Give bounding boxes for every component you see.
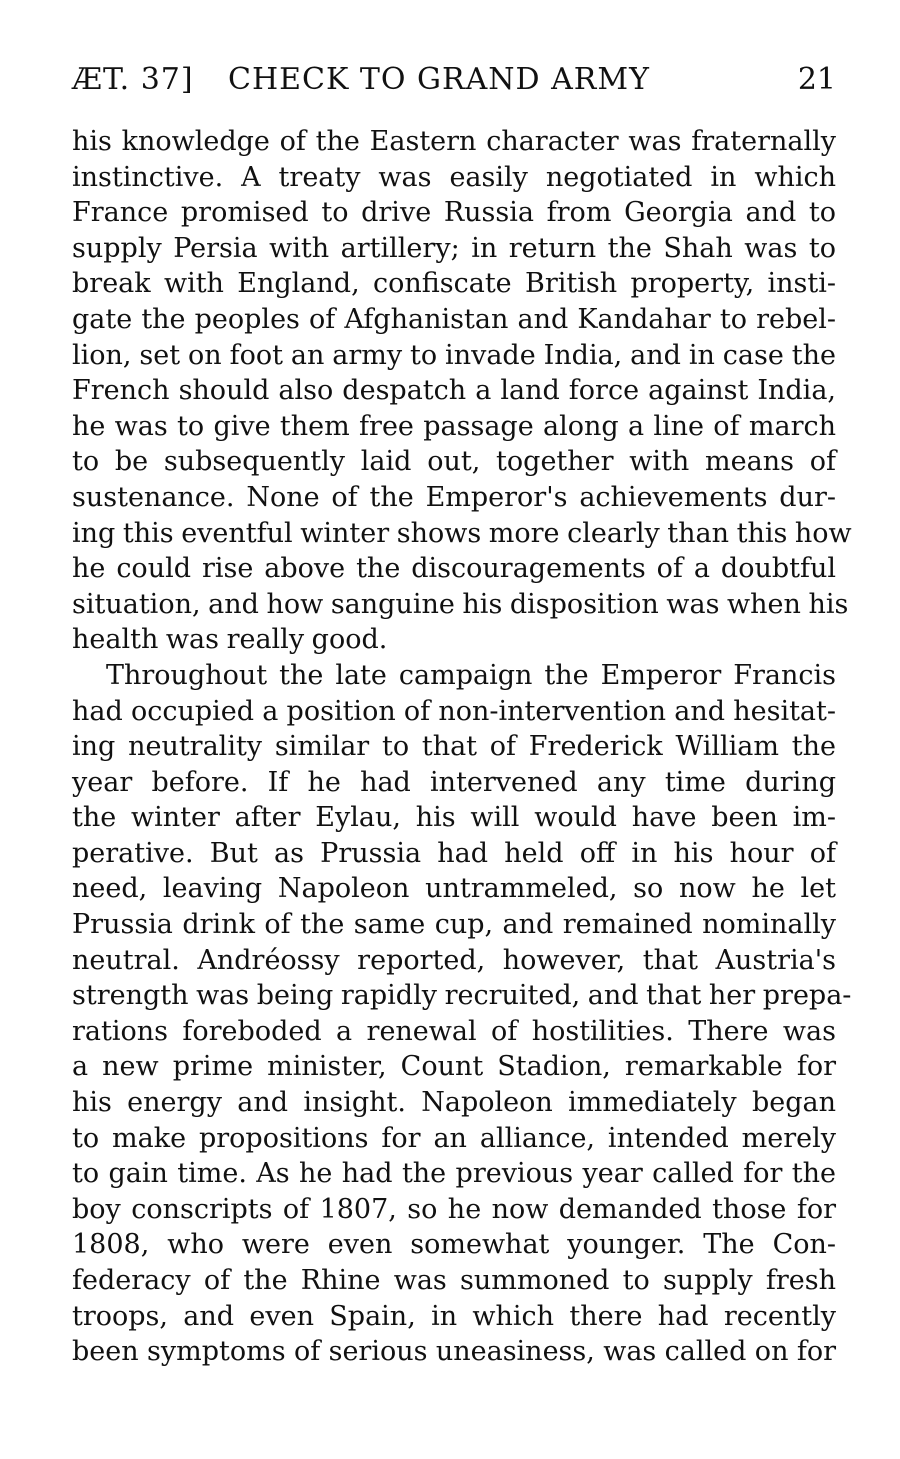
text-line: ing neutrality similar to that of Frederick William the: [72, 731, 836, 763]
text-line: Throughout the late campaign the Emperor Francis: [106, 659, 836, 691]
text-line: need, leaving Napoleon untrammeled, so now he let: [72, 873, 836, 905]
text-line: gate the peoples of Afghanistan and Kandahar to rebel-: [72, 303, 836, 335]
text-line: he could rise above the discouragements of a doubtful: [72, 553, 836, 585]
text-line: lion, set on foot an army to invade India, and in case the: [72, 339, 836, 371]
running-head: [72, 58, 836, 102]
text-line: his energy and insight. Napoleon immediately began: [72, 1087, 836, 1119]
text-line: French should also despatch a land force against India,: [72, 375, 836, 407]
text-line: strength was being rapidly recruited, and that her prepa-: [72, 980, 852, 1012]
text-line: a new prime minister, Count Stadion, remarkable for: [72, 1051, 836, 1083]
text-line: year before. If he had intervened any time during: [72, 766, 836, 798]
text-line: been symptoms of serious uneasiness, was called on for: [72, 1336, 836, 1368]
text-line: sustenance. None of the Emperor's achievements dur-: [72, 481, 836, 513]
text-line: supply Persia with artillery; in return the Shah was to: [72, 232, 836, 264]
text-line: Prussia drink of the same cup, and remained nominally: [72, 909, 836, 941]
text-line: he was to give them free passage along a line of march: [72, 410, 836, 442]
text-line: to gain time. As he had the previous year called for the: [72, 1158, 836, 1190]
running-head-title: CHECK TO GRAND ARMY: [228, 62, 650, 97]
text-line: had occupied a position of non-intervention and hesitat-: [72, 695, 836, 727]
text-line: health was really good.: [72, 624, 388, 656]
text-line: to make propositions for an alliance, intended merely: [72, 1122, 836, 1154]
paragraph-2: [72, 658, 852, 1370]
running-head-age: ÆT. 37]: [72, 62, 194, 97]
text-line: his knowledge of the Eastern character was fraternally: [72, 126, 836, 157]
text-line: 1808, who were even somewhat younger. The Con-: [72, 1229, 836, 1261]
paragraph-1: [72, 124, 852, 658]
text-line: federacy of the Rhine was summoned to supply fresh: [72, 1265, 836, 1296]
text-line: to be subsequently laid out, together with means of: [72, 446, 836, 478]
text-line: instinctive. A treaty was easily negotiated in which: [72, 161, 836, 193]
text-line: break with England, confiscate British property, insti-: [72, 268, 836, 300]
page-number: 21: [797, 62, 836, 97]
text-line: neutral. Andréossy reported, however, that Austria's: [72, 944, 836, 976]
text-line: France promised to drive Russia from Georgia and to: [72, 197, 836, 229]
body-text: [72, 124, 852, 1370]
text-line: boy conscripts of 1807, so he now demanded those for: [72, 1193, 836, 1225]
text-line: the winter after Eylau, his will would have been im-: [72, 802, 836, 834]
text-line: ing this eventful winter shows more clearly than this how: [72, 517, 852, 549]
text-line: rations foreboded a renewal of hostilities. There was: [72, 1015, 836, 1047]
text-line: perative. But as Prussia had held off in his hour of: [72, 837, 836, 869]
text-line: situation, and how sanguine his disposition was when his: [72, 588, 849, 620]
text-line: troops, and even Spain, in which there had recently: [72, 1300, 836, 1332]
